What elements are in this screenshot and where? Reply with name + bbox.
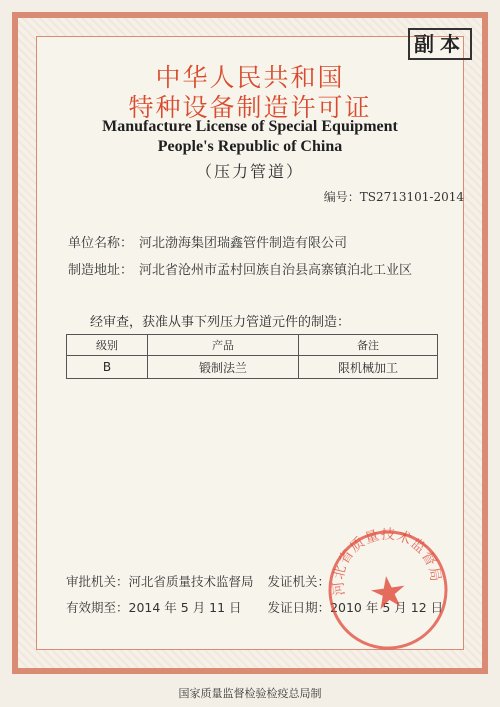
issuer-footer: 国家质量监督检验检疫总局制 bbox=[178, 687, 322, 700]
en-title-line-1: Manufacture License of Special Equipment bbox=[102, 118, 398, 135]
header-remarks: 备注 bbox=[299, 335, 438, 356]
license-table-header bbox=[67, 335, 438, 356]
issue-date-value: 2010 年 5 月 12 日 bbox=[330, 600, 444, 615]
issue-date-label: 发证日期： bbox=[267, 600, 331, 615]
cell-product: 锻制法兰 bbox=[148, 356, 299, 379]
official-seal bbox=[318, 520, 458, 660]
cell-remarks: 限机械加工 bbox=[299, 356, 438, 379]
address-row bbox=[68, 259, 412, 278]
table-row bbox=[67, 356, 438, 379]
header-product: 产品 bbox=[148, 335, 299, 356]
address-label: 制造地址： bbox=[68, 263, 134, 278]
equipment-category: （压力管道） bbox=[195, 162, 304, 181]
seal-star-icon bbox=[369, 574, 407, 610]
approval-authority-value: 河北省质量技术监督局 bbox=[128, 574, 254, 589]
cn-title-line-1: 中华人民共和国 bbox=[155, 63, 345, 92]
license-table bbox=[66, 334, 438, 379]
authority-row bbox=[66, 572, 330, 590]
issuing-authority-label: 发证机关： bbox=[267, 574, 331, 589]
valid-until-date: 2014 年 5 月 11 日 bbox=[128, 600, 242, 615]
unit-name-row bbox=[68, 232, 347, 251]
cell-level: B bbox=[67, 356, 148, 379]
header-level: 级别 bbox=[67, 335, 148, 356]
valid-until-label: 有效期至： bbox=[66, 600, 129, 615]
approval-authority-label: 审批机关： bbox=[66, 574, 129, 589]
unit-name-label: 单位名称： bbox=[68, 236, 134, 251]
cn-title-line-2: 特种设备制造许可证 bbox=[128, 93, 372, 122]
approval-statement: 经审查，获准从事下列压力管道元件的制造： bbox=[90, 315, 351, 330]
license-serial-number: 编号：TS2713101-2014 bbox=[323, 190, 464, 204]
seal-text: 河北省质量技术监督局 bbox=[330, 526, 444, 597]
copy-stamp-box: 副本 bbox=[408, 28, 472, 60]
en-title-line-2: People's Republic of China bbox=[157, 138, 343, 155]
address-value: 河北省沧州市孟村回族自治县高寨镇泊北工业区 bbox=[139, 263, 413, 278]
unit-name-value: 河北渤海集团瑞鑫管件制造有限公司 bbox=[139, 236, 348, 251]
